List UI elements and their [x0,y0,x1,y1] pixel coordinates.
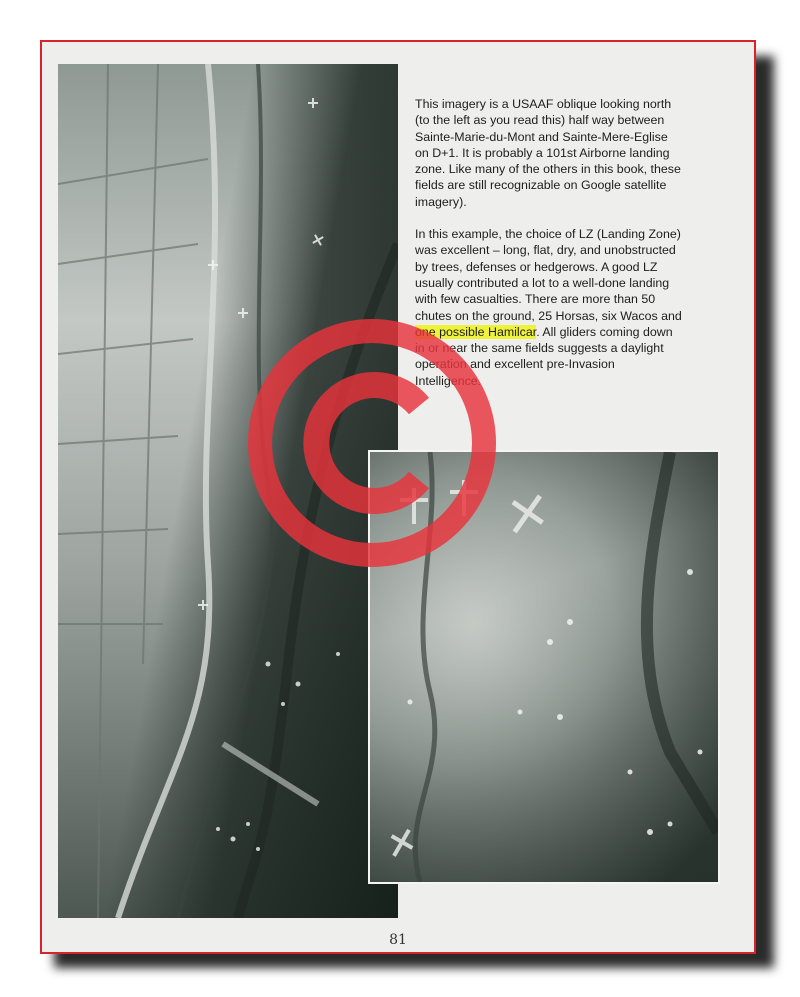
copyright-symbol-icon [247,318,497,568]
caption-paragraph-2-start: In this example, the choice of LZ (Landing Zone) was excellent – long, flat, dry, and unobstructed by trees, defenses or hedgerows. A good LZ usually contributed a lot to a well-done landing with few casualties. There are more than 50 chutes on the ground, 25 Horsas, six Wacos and [415,227,682,323]
caption-paragraph-1: This imagery is a USAAF oblique looking north (to the left as you read this) half way between Sainte-Marie-du-Mont and Sainte-Mere-Eglise on D+1. It is probably a 101st Airborne landing zone. Like many of the others in this book, these fields are still recognizable on Google satellite imagery). [415,97,681,209]
caption-paragraph-2-end: . All gliders coming down in or near the same fields suggests a daylight operation and excellent pre-Invasion Intelligence. [415,324,673,388]
page-number: 81 [389,932,407,948]
highlighted-text: one possible Hamilcar [415,324,537,339]
